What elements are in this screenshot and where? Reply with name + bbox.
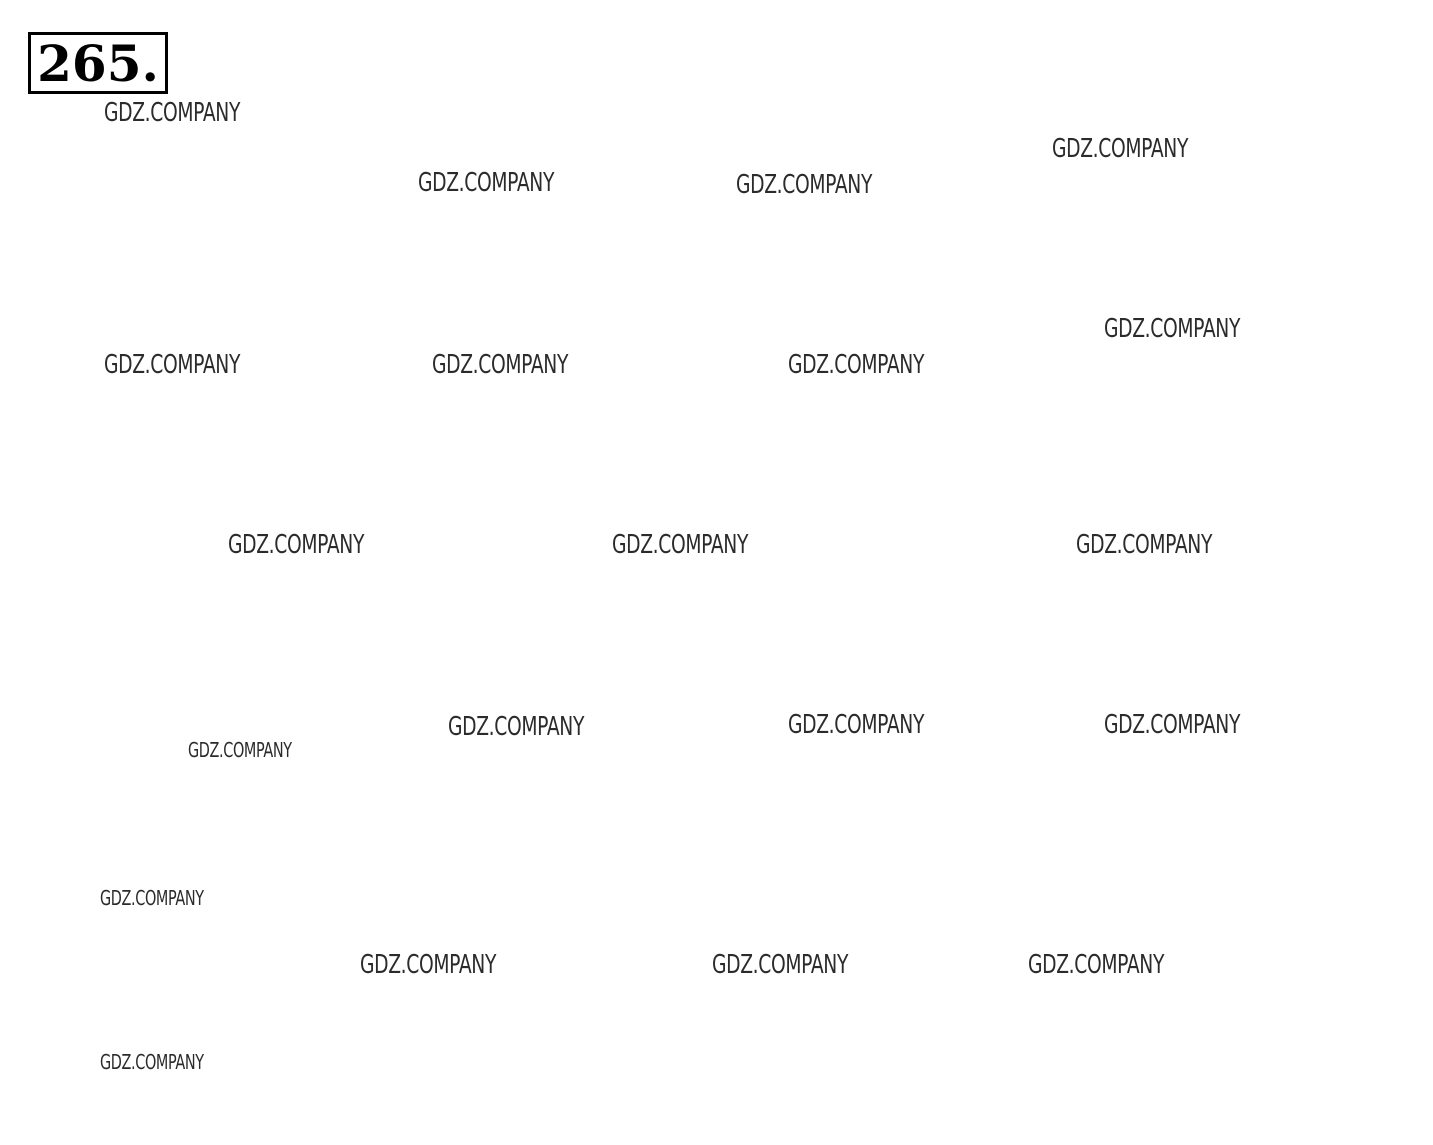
watermark: GDZ.COMPANY (788, 350, 925, 380)
watermark: GDZ.COMPANY (360, 950, 497, 980)
watermark: GDZ.COMPANY (432, 350, 569, 380)
watermark: GDZ.COMPANY (1028, 950, 1165, 980)
watermark: GDZ.COMPANY (1104, 710, 1241, 740)
watermark: GDZ.COMPANY (736, 170, 873, 200)
watermark: GDZ.COMPANY (100, 1050, 204, 1074)
watermark: GDZ.COMPANY (1052, 134, 1189, 164)
watermark: GDZ.COMPANY (788, 710, 925, 740)
watermark: GDZ.COMPANY (1104, 314, 1241, 344)
watermark: GDZ.COMPANY (712, 950, 849, 980)
watermark: GDZ.COMPANY (100, 886, 204, 910)
problem-number: 265. (28, 32, 168, 94)
watermark: GDZ.COMPANY (418, 168, 555, 198)
watermark: GDZ.COMPANY (104, 350, 241, 380)
watermark: GDZ.COMPANY (228, 530, 365, 560)
watermark: GDZ.COMPANY (1076, 530, 1213, 560)
watermark: GDZ.COMPANY (448, 712, 585, 742)
watermark: GDZ.COMPANY (188, 738, 292, 762)
watermark: GDZ.COMPANY (612, 530, 749, 560)
watermark: GDZ.COMPANY (104, 98, 241, 128)
